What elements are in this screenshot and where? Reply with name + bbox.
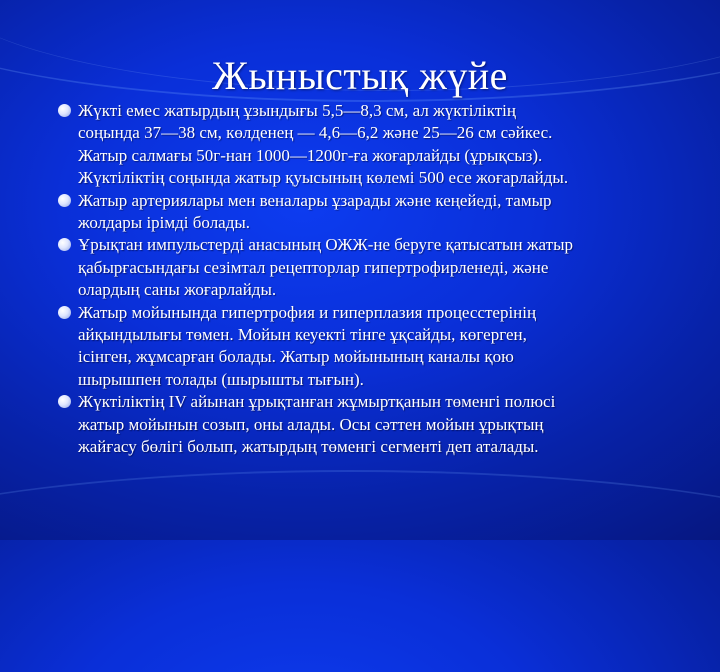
decorative-swoosh: [0, 470, 720, 672]
round-bullet-icon: [58, 194, 71, 207]
bullet-item: [58, 391, 678, 458]
round-bullet-icon: [58, 395, 71, 408]
bullet-item: [58, 234, 678, 301]
bullet-text: Жатыр мойынында гипертрофия и гиперплазия процесстерінің айқындылығы төмен. Мойын кеуекті тінге ұқсайды, көгерген, ісінген, жұмсарған болады. Жатыр мойынының каналы қою шырышпен толады (шырышты тығын).: [78, 302, 537, 389]
bullet-item: [58, 100, 678, 190]
bullet-list: [58, 100, 678, 459]
bullet-item: [58, 302, 678, 392]
round-bullet-icon: [58, 104, 71, 117]
bullet-text: Жүктіліктің IV айынан ұрықтанған жұмыртқанын төменгі полюсі жатыр мойынын созып, оны алады. Осы сәттен мойын ұрықтың жайғасу бөлігі болып, жатырдың төменгі сегменті деп аталады.: [78, 392, 556, 457]
round-bullet-icon: [58, 238, 71, 251]
bullet-item: [58, 190, 678, 235]
round-bullet-icon: [58, 306, 71, 319]
bullet-text: Жатыр артериялары мен веналары ұзарады және кеңейеді, тамыр жолдары ірімді болады.: [78, 190, 552, 233]
bullet-text: Жүкті емес жатырдың ұзындығы 5,5—8,3 см, ал жүктіліктің соңында 37—38 см, көлденең — 4,6—6,2 және 25—26 см сәйкес. Жатыр салмағы 50г-нан 1000—1200г-ға жоғарлайды (ұрықсыз). Жүктіліктің соңында жатыр қуысының көлемі 500 есе жоғарлайды.: [78, 101, 569, 188]
bullet-text: Ұрықтан импульстерді анасының ОЖЖ-не беруге қатысатын жатыр қабырғасындағы сезімтал рецепторлар гипертрофирленеді, және олардың саны жоғарлайды.: [78, 235, 574, 300]
slide-title: Жыныстық жүйе: [212, 53, 508, 98]
